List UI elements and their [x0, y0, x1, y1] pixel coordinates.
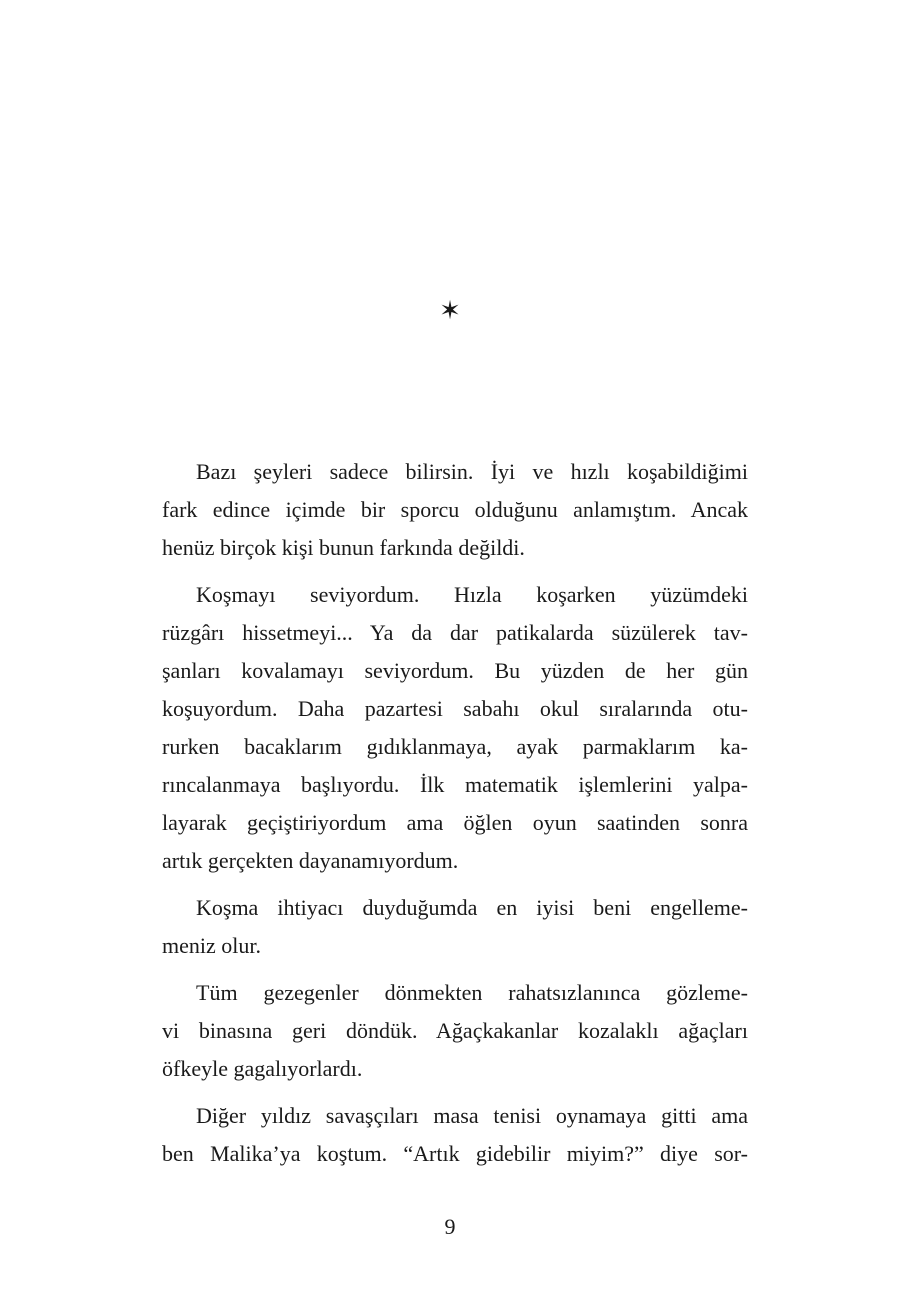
text-line: artık gerçekten dayanamıyordum.: [162, 848, 459, 873]
text-line: Diğer yıldız savaşçıları masa tenisi oynamaya gitti ama: [196, 1103, 748, 1128]
page-number: 9: [444, 1214, 456, 1239]
text-line: meniz olur.: [162, 933, 261, 958]
text-line: rıncalanmaya başlıyordu. İlk matematik işlemlerini yalpa-: [162, 772, 748, 797]
text-line: Bazı şeyleri sadece bilirsin. İyi ve hızlı koşabildiğimi: [196, 459, 748, 484]
text-line: şanları kovalamayı seviyordum. Bu yüzden de her gün: [162, 658, 748, 683]
text-line: fark edince içimde bir sporcu olduğunu anlamıştım. Ancak: [162, 497, 748, 522]
text-line: öfkeyle gagalıyorlardı.: [162, 1056, 363, 1081]
paragraph-gap: [162, 567, 748, 576]
paragraph-gap: [162, 965, 748, 974]
text-line: Koşmayı seviyordum. Hızla koşarken yüzümdeki: [196, 582, 748, 607]
text-line: rüzgârı hissetmeyi... Ya da dar patikalarda süzülerek tav-: [162, 620, 748, 645]
body-text: [162, 453, 748, 1173]
text-line: rurken bacaklarım gıdıklanmaya, ayak parmaklarım ka-: [162, 734, 748, 759]
text-line: Tüm gezegenler dönmekten rahatsızlanınca gözleme-: [196, 980, 748, 1005]
paragraph-gap: [162, 880, 748, 889]
text-line: koşuyordum. Daha pazartesi sabahı okul sıralarında otu-: [162, 696, 748, 721]
paragraph-gap: [162, 1088, 748, 1097]
text-line: ben Malika’ya koştum. “Artık gidebilir miyim?” diye sor-: [162, 1141, 748, 1166]
text-line: Koşma ihtiyacı duyduğumda en iyisi beni engelleme-: [196, 895, 748, 920]
text-line: layarak geçiştiriyordum ama öğlen oyun saatinden sonra: [162, 810, 748, 835]
text-line: henüz birçok kişi bunun farkında değildi.: [162, 535, 525, 560]
text-line: vi binasına geri döndük. Ağaçkakanlar kozalaklı ağaçları: [162, 1018, 748, 1043]
section-break-star-icon: ✶: [439, 296, 461, 325]
